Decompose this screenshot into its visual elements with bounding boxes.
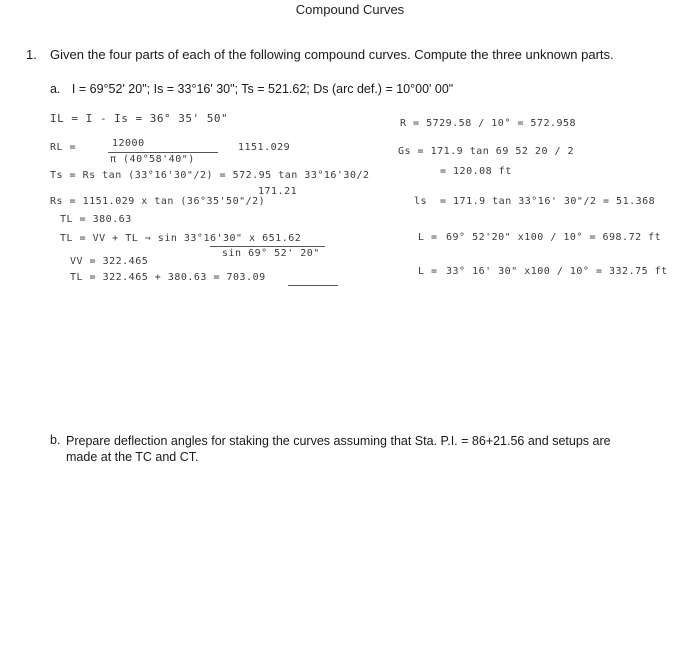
hw-left-line6b: sin 69° 52' 20" (222, 248, 320, 259)
hw-left-line1: IL = I - Is = 36° 35' 50" (50, 112, 229, 125)
hw-right-r4-label: ls (414, 196, 428, 207)
question-number: 1. (26, 47, 37, 62)
hw-left-line5: TL = 380.63 (60, 214, 132, 225)
part-a-label: a. (50, 82, 61, 96)
hw-left-line2-label: RL = (50, 142, 77, 153)
hw-left-line3: Ts = Rs tan (33°16'30"/2) = 572.95 tan 33°16'30/2 (50, 170, 370, 181)
hw-right-r6-label: L = (418, 266, 438, 277)
hw-right-r4: = 171.9 tan 33°16' 30"/2 = 51.368 (440, 196, 656, 207)
hw-left-line8: TL = 322.465 + 380.63 = 703.09 (70, 272, 266, 283)
fraction-bar (210, 246, 325, 247)
question-prompt: Given the four parts of each of the following compound curves. Compute the three unknown parts. (50, 47, 614, 62)
part-a (50, 82, 453, 96)
hw-left-line4: Rs = 1151.029 x tan (36°35'50"/2) (50, 196, 266, 207)
hw-left-line6a: TL = VV + TL ⇒ sin 33°16'30" x 651.62 (60, 233, 302, 244)
hw-right-r6: 33° 16' 30" x100 / 10° = 332.75 ft (446, 266, 668, 277)
hw-left-line2-result: 1151.029 (238, 142, 291, 153)
hw-left-line2-den: π (40°58'40") (110, 154, 195, 165)
part-b-label: b. (50, 433, 61, 447)
hw-right-r3: = 120.08 ft (440, 166, 512, 177)
hw-right-r1: R = 5729.58 / 10° = 572.958 (400, 118, 577, 129)
answer-underline (288, 285, 338, 286)
page-title: Compound Curves (295, 2, 405, 17)
hw-right-r2: Gs = 171.9 tan 69 52 20 / 2 (398, 146, 575, 157)
hw-right-r5-label: L = (418, 232, 438, 243)
part-a-given: I = 69°52' 20"; Is = 33°16' 30"; Ts = 521.62; Ds (arc def.) = 10°00' 00" (71, 82, 454, 96)
hw-left-line3-result: 171.21 (258, 186, 298, 197)
hw-right-r5: 69° 52'20" x100 / 10° = 698.72 ft (446, 232, 662, 243)
hw-left-line7: VV = 322.465 (70, 256, 149, 267)
fraction-bar (108, 152, 218, 153)
hw-left-line2-num: 12000 (112, 138, 145, 149)
part-b-prompt: Prepare deflection angles for staking the curves assuming that Sta. P.I. = 86+21.56 and setups are made at the TC and CT. (66, 434, 611, 464)
